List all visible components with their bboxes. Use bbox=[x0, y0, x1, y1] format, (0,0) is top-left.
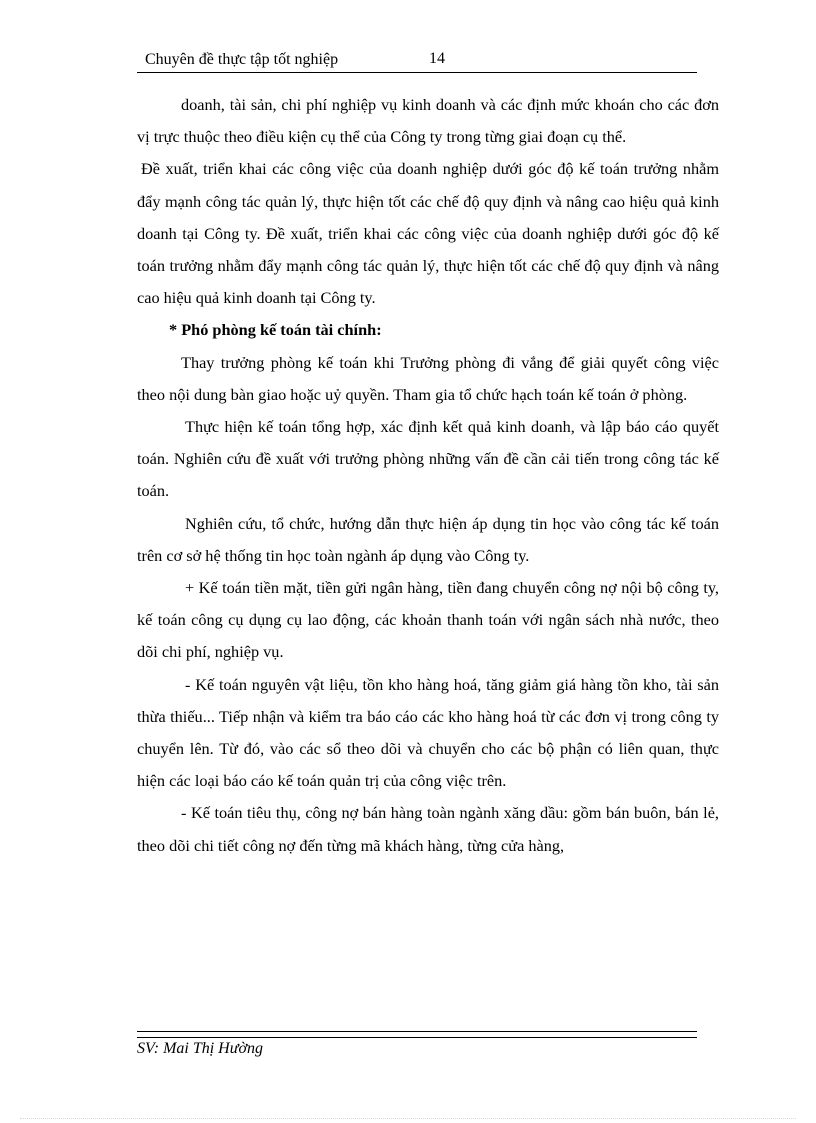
paragraph: doanh, tài sản, chi phí nghiệp vụ kinh doanh và các định mức khoán cho các đơn vị trực thuộc theo điều kiện cụ thể của Công ty trong từng giai đoạn cụ thể. bbox=[137, 95, 719, 147]
footer-rule bbox=[137, 1031, 697, 1038]
paragraph: Nghiên cứu, tổ chức, hướng dẫn thực hiện áp dụng tin học vào công tác kế toán trên cơ sở hệ thống tin học toàn ngành áp dụng vào Công ty. bbox=[137, 513, 719, 565]
header-title: Chuyên đề thực tập tốt nghiệp bbox=[145, 51, 339, 68]
paragraph: Đề xuất, triển khai các công việc của doanh nghiệp dưới góc độ kế toán trưởng nhằm đẩy mạnh công tác quản lý, thực hiện tốt các chế độ quy định và nâng cao hiệu quả kinh doanh tại Công ty. Đề xuất, triển khai các công việc của doanh nghiệp dưới góc độ kế toán trưởng nhằm đẩy mạnh công tác quản lý, thực hiện tốt các chế độ quy định và nâng cao hiệu quả kinh doanh tại Công ty. bbox=[137, 159, 719, 308]
paragraph: Thực hiện kế toán tổng hợp, xác định kết quả kinh doanh, và lập báo cáo quyết toán. Nghiên cứu đề xuất với trưởng phòng những vấn đề cần cải tiến trong công tác kế toán. bbox=[137, 417, 719, 501]
paragraph: - Kế toán nguyên vật liệu, tồn kho hàng hoá, tăng giảm giá hàng tồn kho, tài sản thừa thiếu... Tiếp nhận và kiểm tra báo cáo các kho hàng hoá từ các đơn vị trong công ty chuyển lên. Từ đó, vào các sổ theo dõi và chuyển cho các bộ phận có liên quan, thực hiện các loại báo cáo kế toán quản trị của công việc trên. bbox=[137, 674, 719, 791]
footer-author: SV: Mai Thị Hường bbox=[137, 1040, 263, 1057]
document-body bbox=[137, 89, 719, 862]
page-number: 14 bbox=[429, 50, 445, 67]
paragraph: - Kế toán tiêu thụ, công nợ bán hàng toàn ngành xăng dầu: gồm bán buôn, bán lẻ, theo dõi chi tiết công nợ đến từng mã khách hàng, từng cửa hàng, bbox=[137, 803, 719, 855]
page-edge-divider bbox=[20, 1118, 796, 1119]
section-heading: * Phó phòng kế toán tài chính: bbox=[169, 320, 382, 340]
page-header bbox=[137, 50, 697, 73]
paragraph: Thay trưởng phòng kế toán khi Trưởng phòng đi vắng để giải quyết công việc theo nội dung bàn giao hoặc uỷ quyền. Tham gia tổ chức hạch toán kế toán ở phòng. bbox=[137, 352, 719, 404]
paragraph: + Kế toán tiền mặt, tiền gửi ngân hàng, tiền đang chuyển công nợ nội bộ công ty, kế toán công cụ dụng cụ lao động, các khoản thanh toán với ngân sách nhà nước, theo dõi chi phí, nghiệp vụ. bbox=[137, 578, 719, 662]
